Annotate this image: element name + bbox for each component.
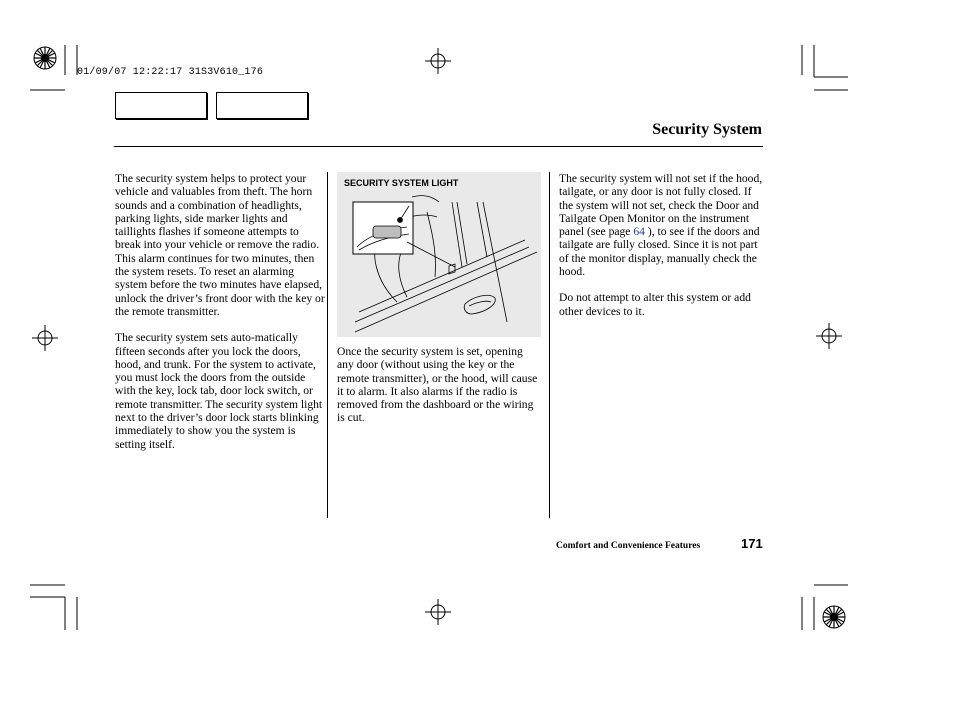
registration-target-bottom-right-icon xyxy=(820,603,848,631)
column-right xyxy=(559,172,765,331)
page-title: Security System xyxy=(652,121,762,138)
right-paragraph-1-end: ), to see if the doors and tailgate are fully closed. Since it is not part of the monitor display, manually check the hood. xyxy=(559,225,760,279)
title-rule xyxy=(114,146,763,147)
page-number: 171 xyxy=(741,536,763,551)
registration-target-top-left-icon xyxy=(31,44,59,72)
middle-paragraph-1: Once the security system is set, opening any door (without using the key or the remote transmitter), or the hood, will cause it to alarm. It also alarms if the radio is removed from the dashboard or the wiring is cut. xyxy=(337,345,538,425)
crosshair-bottom-icon xyxy=(425,599,451,625)
section-tab-1[interactable] xyxy=(115,92,207,119)
right-paragraph-1-start: The security system will not set if the hood, tailgate, or any door is not fully closed. If the system will not set, check the Door and Tailgate Open Monitor on the instrument panel (see page xyxy=(559,172,763,239)
left-paragraph-1: The security system helps to protect your vehicle and valuables from theft. The horn sounds and a combination of headlights, parking lights, side marker lights and taillights flashes if someone attempts to break into your vehicle or remove the radio. This alarm continues for two minutes, then the system resets. To reset an alarming system before the two minutes have elapsed, unlock the driver’s front door with the key or the remote transmitter. xyxy=(115,172,325,318)
section-tab-2[interactable] xyxy=(216,92,308,119)
column-left xyxy=(115,172,325,464)
security-light-figure xyxy=(337,172,541,337)
right-paragraph-2: Do not attempt to alter this system or add other devices to it. xyxy=(559,291,751,318)
crosshair-top-icon xyxy=(425,48,451,74)
figure-caption: SECURITY SYSTEM LIGHT xyxy=(344,178,459,188)
right-paragraph-1 xyxy=(559,172,765,278)
column-middle xyxy=(337,345,540,438)
page-64-link[interactable]: 64 xyxy=(633,225,645,239)
left-paragraph-2: The security system sets auto-matically fifteen seconds after you lock the doors, hood, and trunk. For the system to activate, you must lock the doors from the outside with the key, lock tab, door lock switch, or remote transmitter. The security system light next to the driver’s door lock starts blinking immediately to show you the system is setting itself. xyxy=(115,331,323,451)
footer-section-label: Comfort and Convenience Features xyxy=(556,541,701,551)
print-stamp: 01/09/07 12:22:17 31S3V610_176 xyxy=(77,67,264,78)
column-divider-1 xyxy=(327,172,328,518)
car-door-illustration xyxy=(337,172,541,337)
crosshair-left-icon xyxy=(32,325,58,351)
column-divider-2 xyxy=(549,172,550,518)
crosshair-right-icon xyxy=(816,323,842,349)
